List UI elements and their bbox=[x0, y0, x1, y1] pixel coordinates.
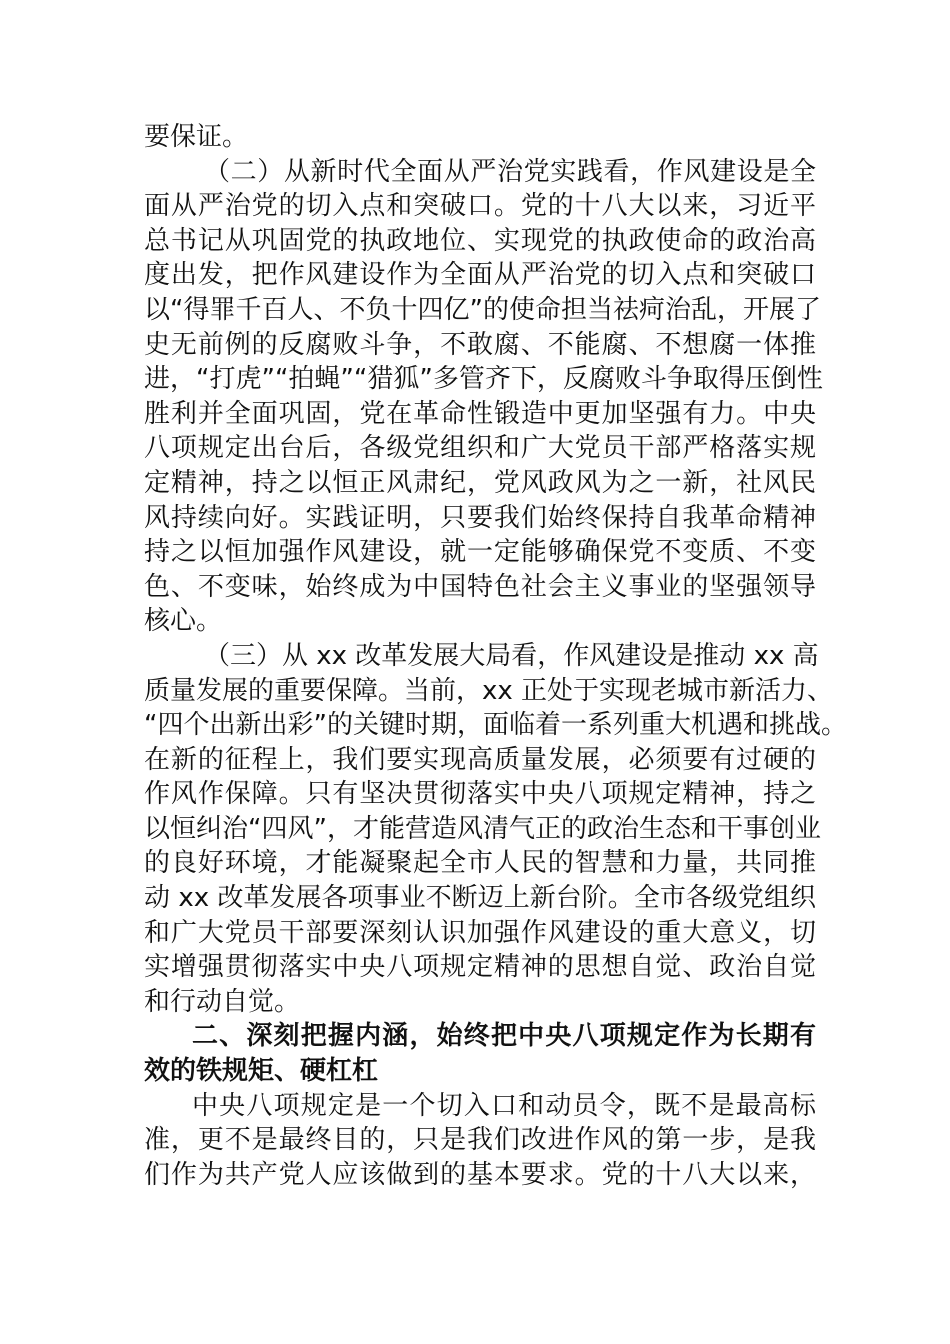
text-line: 动 xx 改革发展各项事业不断迈上新台阶。全市各级党组织 bbox=[144, 883, 816, 914]
text-line: 准，更不是最终目的，只是我们改进作风的第一步，是我 bbox=[144, 1125, 816, 1156]
text-line: “四个出新出彩”的关键时期，面临着一系列重大机遇和挑战。 bbox=[144, 710, 847, 741]
text-line: 度出发，把作风建设作为全面从严治党的切入点和突破口 bbox=[144, 260, 816, 291]
text-line: 中央八项规定是一个切入口和动员令，既不是最高标 bbox=[192, 1090, 816, 1121]
paragraph-section-three bbox=[144, 639, 847, 1020]
text-line: 总书记从巩固党的执政地位、实现党的执政使命的政治高 bbox=[144, 225, 816, 256]
text-line: 要保证。 bbox=[144, 122, 249, 152]
text-line: 风持续向好。实践证明，只要我们始终保持自我革命精神 bbox=[144, 502, 816, 533]
text-line: 以“得罪千百人、不负十四亿”的使命担当祛疴治乱，开展了 bbox=[144, 294, 821, 325]
text-line: 和广大党员干部要深刻认识加强作风建设的重大意义，切 bbox=[144, 917, 816, 948]
text-line: 持之以恒加强作风建设，就一定能够确保党不变质、不变 bbox=[144, 537, 816, 568]
paragraph-continuation bbox=[144, 120, 816, 155]
text-line: 面从严治党的切入点和突破口。党的十八大以来，习近平 bbox=[144, 191, 816, 222]
heading-line: 效的铁规矩、硬杠杠 bbox=[144, 1056, 379, 1087]
text-line: 胜利并全面巩固，党在革命性锻造中更加坚强有力。中央 bbox=[144, 398, 816, 429]
section-heading bbox=[144, 1019, 816, 1088]
text-line: 的良好环境，才能凝聚起全市人民的智慧和力量，共同推 bbox=[144, 848, 816, 879]
text-line: （二）从新时代全面从严治党实践看，作风建设是全 bbox=[204, 156, 816, 187]
paragraph-section-two bbox=[144, 155, 823, 639]
text-line: 以恒纠治“四风”，才能营造风清气正的政治生态和干事创业 bbox=[144, 813, 821, 844]
text-line: （三）从 xx 改革发展大局看，作风建设是推动 xx 高 bbox=[204, 640, 819, 671]
text-line: 核心。 bbox=[144, 606, 223, 637]
text-line: 和行动自觉。 bbox=[144, 986, 301, 1017]
text-line: 史无前例的反腐败斗争，不敢腐、不能腐、不想腐一体推 bbox=[144, 329, 816, 360]
text-line: 色、不变味，始终成为中国特色社会主义事业的坚强领导 bbox=[144, 571, 816, 602]
heading-line: 二、深刻把握内涵，始终把中央八项规定作为长期有 bbox=[192, 1021, 816, 1052]
document-body bbox=[144, 120, 847, 1192]
text-line: 实增强贯彻落实中央八项规定精神的思想自觉、政治自觉 bbox=[144, 952, 816, 983]
text-line: 作风作保障。只有坚决贯彻落实中央八项规定精神，持之 bbox=[144, 779, 816, 810]
text-line: 定精神，持之以恒正风肃纪，党风政风为之一新，社风民 bbox=[144, 467, 816, 498]
text-line: 质量发展的重要保障。当前，xx 正处于实现老城市新活力、 bbox=[144, 675, 834, 706]
text-line: 们作为共产党人应该做到的基本要求。党的十八大以来， bbox=[144, 1159, 816, 1190]
text-line: 八项规定出台后，各级党组织和广大党员干部严格落实规 bbox=[144, 433, 816, 464]
paragraph-section-body bbox=[144, 1089, 816, 1193]
text-line: 在新的征程上，我们要实现高质量发展，必须要有过硬的 bbox=[144, 744, 816, 775]
text-line: 进，“打虎”“拍蝇”“猎狐”多管齐下，反腐败斗争取得压倒性 bbox=[144, 364, 823, 395]
